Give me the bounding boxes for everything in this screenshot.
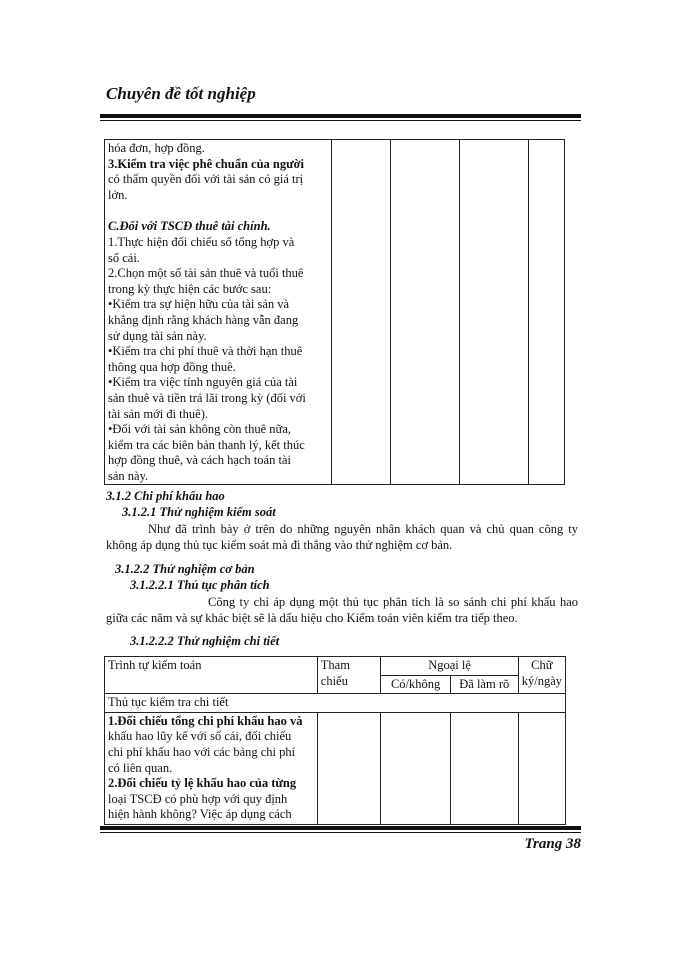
section-3-1-2-1-heading: 3.1.2.1 Thử nghiệm kiểm soát [122, 505, 276, 519]
text-line: 3.Kiểm tra việc phê chuẩn của người [108, 156, 305, 171]
text-line: hiện hành không? Việc áp dụng cách [108, 807, 292, 822]
text-line: sử dụng tài sản này. [108, 328, 207, 343]
text-line: •Kiểm tra việc tính nguyên giá của tài [108, 375, 298, 390]
signature-cell [529, 140, 565, 485]
header-rule-thin [100, 120, 581, 121]
exception-resolved-cell [460, 140, 529, 485]
footer-rule-thick [100, 826, 581, 830]
subsection-heading: C.Đối với TSCĐ thuê tài chính. [108, 219, 271, 234]
text-line: •Kiểm tra chi phí thuê và thời hạn thuê [108, 344, 303, 359]
text-line: tài sản mới đi thuê). [108, 406, 208, 421]
text-line: 2.Đối chiếu tỷ lệ khấu hao của từng [108, 776, 297, 791]
exception-yes-no-cell [381, 712, 450, 824]
text-line: sản thuê và tiền trả lãi trong kỳ (đối với [108, 390, 306, 405]
detail-test-table [104, 656, 566, 825]
text-line: trong kỳ thực hiện các bước sau: [108, 281, 272, 296]
header-reference: Tham chiếu [317, 657, 381, 694]
page-number: Trang 38 [524, 836, 581, 852]
section-3-1-2-heading: 3.1.2 Chi phí khấu hao [106, 489, 225, 503]
audit-procedure-table-continued [104, 139, 565, 485]
header-rule-thick [100, 114, 581, 118]
header-resolved: Đã làm rõ [450, 675, 518, 694]
procedure-cell [105, 140, 332, 485]
document-header-title: Chuyên đề tốt nghiệp [106, 84, 256, 103]
text-line: khấu hao lũy kế với sổ cái, đối chiếu [108, 729, 292, 744]
text-line: thông qua hợp đồng thuê. [108, 359, 236, 374]
text-line: hợp đồng thuê, và cách hạch toán tài [108, 453, 291, 468]
text-line: sản này. [108, 468, 149, 483]
detail-procedure-cell [105, 712, 318, 824]
section-3-1-2-2-2-heading: 3.1.2.2.2 Thử nghiệm chi tiết [130, 634, 280, 648]
text-line: •Đối với tài sản không còn thuê nữa, [108, 422, 292, 437]
footer-rule-thin [100, 832, 581, 833]
exception-yes-no-cell [391, 140, 460, 485]
paragraph-analytical-procedure: Công ty chỉ áp dụng một thủ tục phân tích là so sánh chi phí khấu hao giữa các năm và sự khác biệt sẽ là dấu hiệu cho Kiểm toán viên kiểm tra tiếp theo. [106, 595, 578, 625]
section-3-1-2-2-heading: 3.1.2.2 Thử nghiệm cơ bản [115, 562, 255, 576]
exception-resolved-cell [450, 712, 518, 824]
text-line: lớn. [108, 187, 128, 202]
text-line: kiểm tra các biên bản thanh lý, kết thúc [108, 437, 305, 452]
text-line: sổ cái. [108, 250, 140, 265]
text-line [108, 776, 314, 792]
reference-cell [332, 140, 391, 485]
signature-cell [518, 712, 565, 824]
header-yes-no: Có/không [381, 675, 450, 694]
text-line: hóa đơn, hợp đồng. [108, 141, 205, 155]
text-line: chi phí khấu hao với các bảng chi phí [108, 744, 296, 759]
text-line: khẳng định rằng khách hàng vẫn đang [108, 312, 299, 327]
text-line: loại TSCĐ có phù hợp với quy định [108, 791, 288, 806]
text-line: 2.Chọn một số tài sản thuê và tuổi thuê [108, 266, 304, 281]
section-3-1-2-2-1-heading: 3.1.2.2.1 Thủ tục phân tích [130, 578, 270, 592]
text-line: •Kiểm tra sự hiện hữu của tài sản và [108, 297, 290, 312]
header-exception: Ngoại lệ [381, 657, 518, 676]
reference-cell [317, 712, 381, 824]
text-line: có thẩm quyền đối với tài sản có giá trị [108, 172, 304, 187]
row-detail-procedure-title: Thủ tục kiểm tra chi tiết [105, 694, 566, 713]
text-line: 1.Thực hiện đối chiếu sổ tổng hợp và [108, 234, 295, 249]
text-line: 1.Đối chiếu tổng chi phí khấu hao và [108, 713, 303, 728]
header-signature-date: Chữ ký/ngày [518, 657, 565, 694]
text-line: có liên quan. [108, 760, 173, 775]
header-audit-sequence: Trình tự kiểm toán [105, 657, 318, 694]
paragraph-control-test: Như đã trình bày ở trên do những nguyên nhân khách quan và chủ quan công ty không áp dụng thủ tục kiểm soát mà đi thẳng vào thử nghiệm cơ bản. [106, 522, 578, 552]
text-line [108, 714, 314, 730]
